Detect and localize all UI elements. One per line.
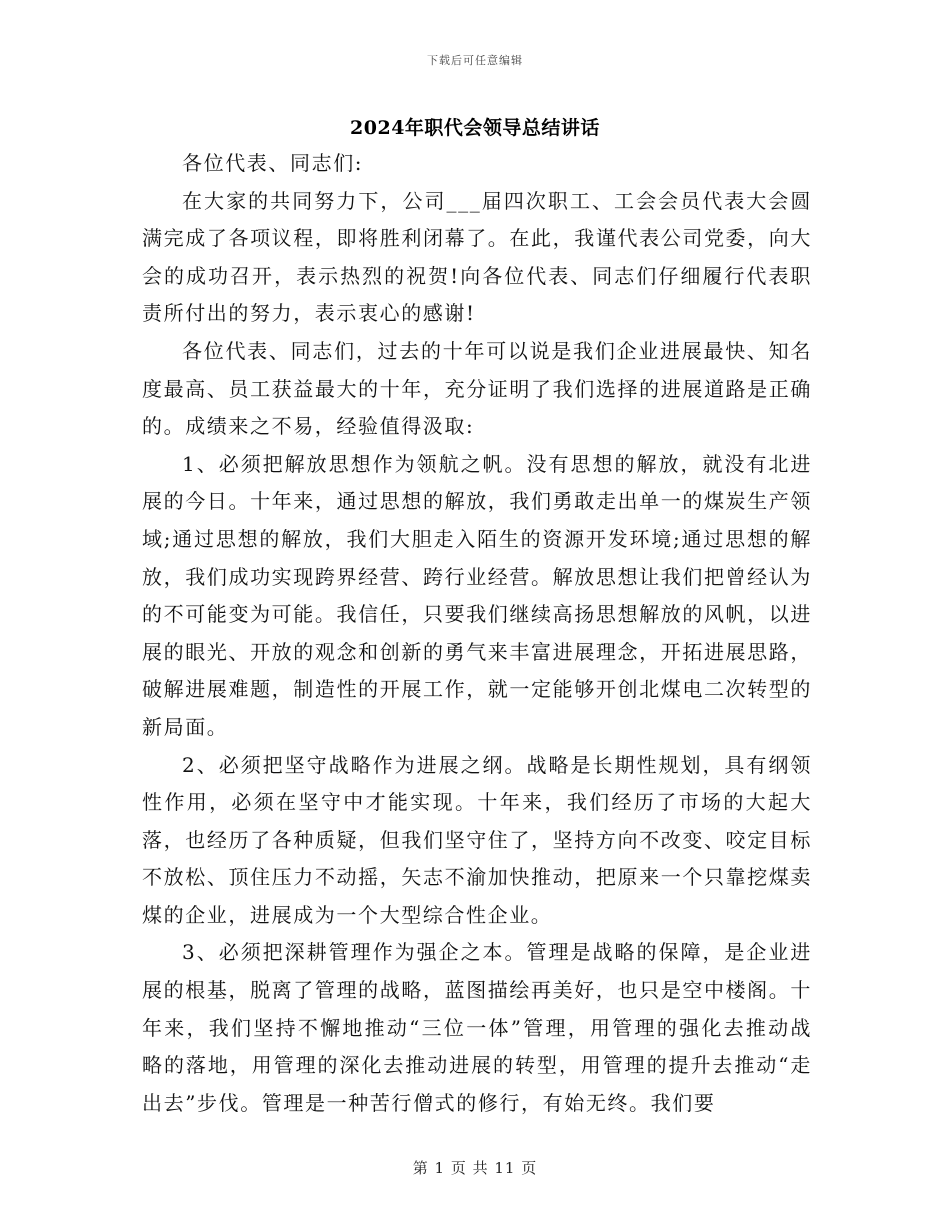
document-title: 2024年职代会领导总结讲话 (350, 117, 600, 139)
salutation-paragraph: 各位代表、同志们: (182, 151, 364, 175)
point-2-paragraph: 2、必须把坚守战略作为进展之纲。战略是长期性规划，具有纲领性作用，必须在坚守中才能实现。十年来，我们经历了市场的大起大落，也经历了各种质疑，但我们坚守住了，坚持方向不改变、咬定目标不放松、顶住压力不动摇，矢志不渝加快推动，把原来一个只靠挖煤卖煤的企业，进展成为一个大型综合性企业。 (142, 752, 812, 927)
page-number: 第 1 页 共 11 页 (412, 1159, 538, 1177)
document-body (142, 145, 812, 1122)
point-1-paragraph: 1、必须把解放思想作为领航之帆。没有思想的解放，就没有北进展的今日。十年来，通过思想的解放，我们勇敢走出单一的煤炭生产领域;通过思想的解放，我们大胆走入陌生的资源开发环境;通过思想的解放，我们成功实现跨界经营、跨行业经营。解放思想让我们把曾经认为的不可能变为可能。我信任，只要我们继续高扬思想解放的风帆，以进展的眼光、开放的观念和创新的勇气来丰富进展理念，开拓进展思路，破解进展难题，制造性的开展工作，就一定能够开创北煤电二次转型的新局面。 (142, 451, 812, 739)
header-note: 下载后可任意编辑 (427, 54, 523, 67)
point-3-paragraph: 3、必须把深耕管理作为强企之本。管理是战略的保障，是企业进展的根基，脱离了管理的战略，蓝图描绘再美好，也只是空中楼阁。十年来，我们坚持不懈地推动“三位一体”管理，用管理的强化去推动战略的落地，用管理的深化去推动进展的转型，用管理的提升去推动“走出去”步伐。管理是一种苦行僧式的修行，有始无终。我们要 (142, 940, 812, 1115)
review-paragraph: 各位代表、同志们，过去的十年可以说是我们企业进展最快、知名度最高、员工获益最大的十年，充分证明了我们选择的进展道路是正确的。成绩来之不易，经验值得汲取: (142, 338, 812, 439)
opening-paragraph: 在大家的共同努力下，公司___届四次职工、工会会员代表大会圆满完成了各项议程，即将胜利闭幕了。在此，我谨代表公司党委，向大会的成功召开，表示热烈的祝贺!向各位代表、同志们仔细履行代表职责所付出的努力，表示衷心的感谢! (142, 188, 812, 326)
